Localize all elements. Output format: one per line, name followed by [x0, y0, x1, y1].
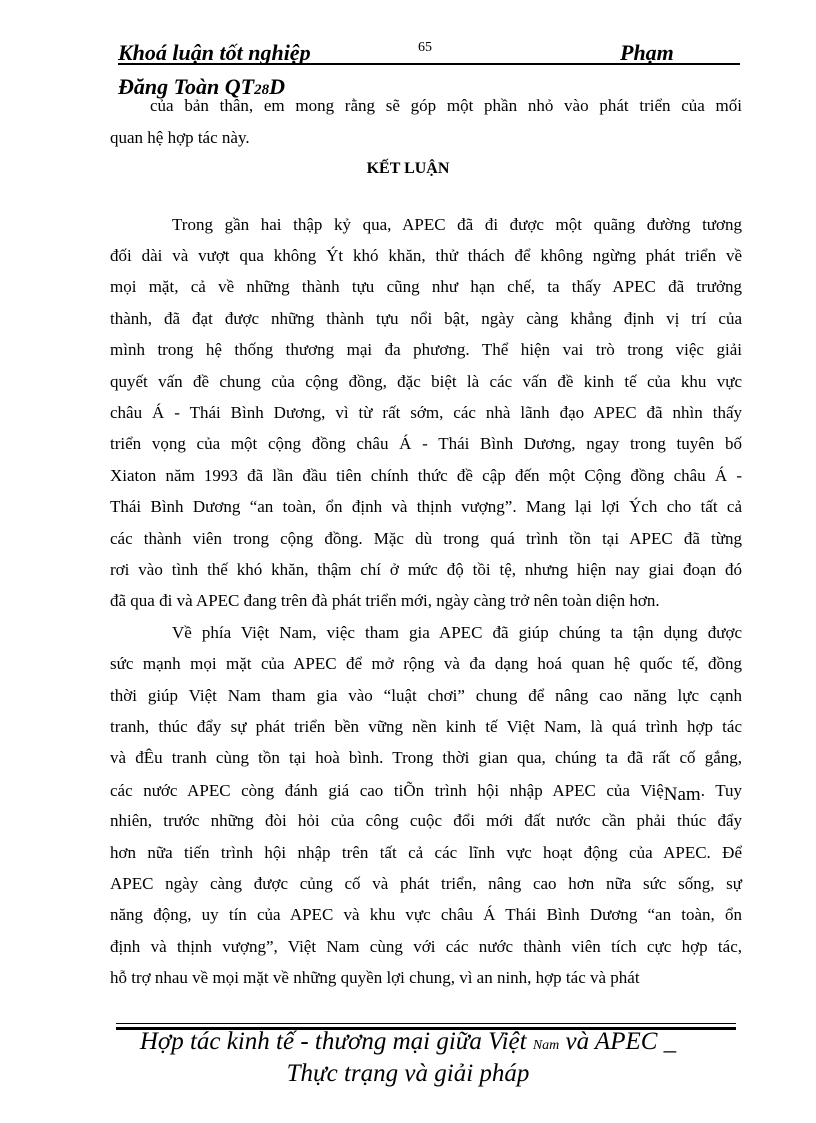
footer-rule: [116, 1023, 736, 1024]
body-line: hơn nữa tiến trình hội nhập trên tất cả các lĩnh vực hoạt động của APEC. Để: [110, 843, 742, 862]
header-author-surname: Phạm: [620, 40, 674, 65]
header-author-name: Đăng Toàn QT: [118, 74, 255, 99]
body-line: châu Á - Thái Bình Dương, vì từ rất sớm, các nhà lãnh đạo APEC đã nhìn thấy: [110, 403, 742, 422]
body-line: triển vọng của một cộng đồng châu Á - Thái Bình Dương, ngay trong tuyên bố: [110, 434, 742, 453]
body-line: của bản thân, em mong rằng sẽ góp một phần nhỏ vào phát triển của mối: [150, 96, 742, 115]
body-line: đối dài và vượt qua không Ýt khó khăn, thử thách để không ngừng phát triển về: [110, 246, 742, 265]
footer-title-part: Hợp tác kinh tế - thương mại giữa Việt: [139, 1028, 533, 1055]
body-line: mọi mặt, cả về những thành tựu cũng như hạn chế, ta thấy APEC đã trưởng: [110, 277, 742, 296]
body-line: hỗ trợ nhau về mọi mặt về những quyền lợi chung, vì an ninh, hợp tác và phát: [110, 968, 640, 987]
body-line: các thành viên trong cộng đồng. Mặc dù trong quá trình tồn tại APEC đã từng: [110, 529, 742, 548]
footer-title-part: và APEC _: [559, 1028, 677, 1055]
body-line: và đÊu tranh cùng tồn tại hoà bình. Trong thời gian qua, chúng ta đã rất cố gắng,: [110, 748, 742, 767]
footer-title-part: Nam: [532, 1038, 560, 1053]
body-line-segment: Nam: [663, 784, 701, 805]
body-line: mình trong hệ thống thương mại đa phương. Thể hiện vai trò trong việc giải: [110, 340, 742, 359]
body-line: nhiên, trước những đòi hỏi của công cuộc đổi mới đất nước cần phải thúc đẩy: [110, 811, 742, 830]
body-line-segment: các nước APEC còng đánh giá cao tiÕn trình hội nhập APEC của Việ: [110, 781, 664, 800]
header-class-suffix: D: [269, 74, 285, 99]
body-line: thời giúp Việt Nam tham gia vào “luật chơi” chung để nâng cao năng lực cạnh: [110, 686, 742, 705]
body-line: định và thịnh vượng”, Việt Nam cùng với các nước thành viên tích cực hợp tác,: [110, 937, 742, 956]
body-line: tranh, thúc đẩy sự phát triển bền vững nền kinh tế Việt Nam, là quá trình hợp tác: [110, 717, 742, 736]
body-line: Trong gần hai thập kỷ qua, APEC đã đi được một quãng đường tương: [172, 215, 742, 234]
page-number: 65: [418, 40, 432, 55]
body-line: rơi vào tình thế khó khăn, thậm chí ở mức độ tồi tệ, nhưng hiện nay giai đoạn đó: [110, 560, 742, 579]
section-title: KẾT LUẬN: [366, 160, 450, 177]
footer-title: [0, 1028, 816, 1056]
body-line: năng động, uy tín của APEC và khu vực châu Á Thái Bình Dương “an toàn, ổn: [110, 905, 742, 924]
body-line: quyết vấn đề chung của cộng đồng, đặc biệt là các vấn đề kinh tế của khu vực: [110, 372, 742, 391]
header-rule: [118, 63, 740, 65]
footer-subtitle: Thực trạng và giải pháp: [286, 1060, 530, 1087]
body-line: quan hệ hợp tác này.: [110, 128, 250, 147]
body-line: APEC ngày càng được củng cố và phát triển, nâng cao hơn nữa sức sống, sự: [110, 874, 742, 893]
header-title: Khoá luận tốt nghiệp: [118, 40, 311, 65]
body-line: Xiaton năm 1993 đã lần đầu tiên chính thức đề cập đến một Cộng đồng châu Á -: [110, 466, 742, 485]
body-line: đã qua đi và APEC đang trên đà phát triển mới, ngày càng trở nên toàn diện hơn.: [110, 591, 660, 610]
body-line: thành, đã đạt được những thành tựu nổi bật, ngày càng khẳng định vị trí của: [110, 309, 742, 328]
body-line: Thái Bình Dương “an toàn, ổn định và thịnh vượng”. Mang lại lợi Ých cho tất cả: [110, 497, 742, 516]
header-class-number: 28: [254, 82, 270, 98]
body-line: Về phía Việt Nam, việc tham gia APEC đã giúp chúng ta tận dụng được: [172, 623, 742, 642]
body-line-segment: . Tuy: [700, 781, 742, 800]
body-line: sức mạnh mọi mặt của APEC để mở rộng và đa dạng hoá quan hệ quốc tế, đồng: [110, 654, 742, 673]
body-line: [110, 780, 742, 805]
